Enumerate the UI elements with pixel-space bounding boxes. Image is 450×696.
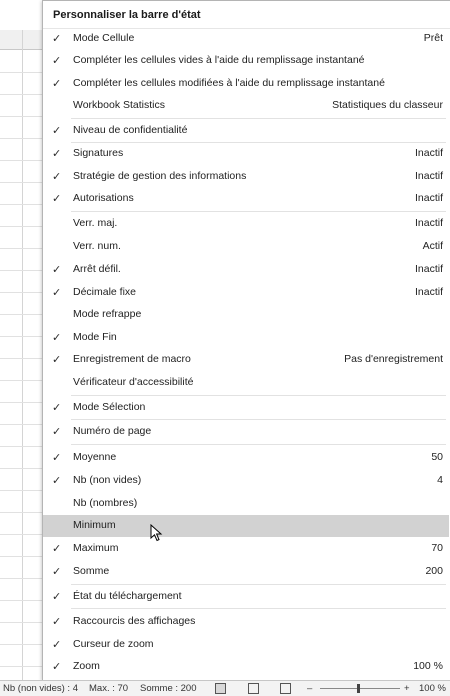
grid-line (0, 622, 44, 623)
menu-item-verificateur-accessibilite[interactable] (43, 372, 449, 394)
menu-item-label: Compléter les cellules vides à l'aide du remplissage instantané (73, 54, 365, 66)
grid-line (0, 490, 44, 491)
menu-item-nb-nombres[interactable] (43, 493, 449, 515)
check-icon: ✓ (52, 661, 62, 673)
menu-divider (71, 118, 446, 119)
menu-item-raccourcis-affichages[interactable] (43, 611, 449, 633)
menu-item-verr-num[interactable] (43, 236, 449, 258)
check-icon: ✓ (52, 78, 62, 90)
menu-item-strategie[interactable] (43, 166, 449, 188)
menu-item-label: Vérificateur d'accessibilité (73, 376, 194, 388)
status-sum: Somme : 200 (140, 683, 197, 694)
menu-item-moyenne[interactable] (43, 447, 449, 469)
check-icon: ✓ (52, 193, 62, 205)
menu-divider (71, 608, 446, 609)
grid-line (22, 30, 23, 680)
menu-item-value: Statistiques du classeur (332, 99, 443, 111)
menu-item-value: 200 (425, 565, 443, 577)
menu-item-zoom[interactable] (43, 656, 449, 678)
grid-line (0, 270, 44, 271)
menu-item-value: Inactif (414, 217, 443, 229)
menu-item-arret-defil[interactable] (43, 259, 449, 281)
status-count: Nb (non vides) : 4 (3, 683, 78, 694)
menu-item-label: Niveau de confidentialité (73, 124, 188, 136)
zoom-in-button[interactable]: + (404, 683, 410, 694)
menu-item-label: État du téléchargement (73, 590, 182, 602)
menu-item-workbook-statistics[interactable] (43, 95, 449, 117)
check-icon: ✓ (52, 543, 62, 555)
menu-divider (71, 211, 446, 212)
grid-line (0, 72, 44, 73)
check-icon: ✓ (52, 639, 62, 651)
grid-line (0, 248, 44, 249)
menu-item-signatures[interactable] (43, 143, 449, 165)
menu-item-mode-cellule[interactable] (43, 28, 449, 50)
menu-title: Personnaliser la barre d'état (53, 9, 201, 21)
grid-line (0, 402, 44, 403)
menu-item-mode-fin[interactable] (43, 327, 449, 349)
menu-item-label: Compléter les cellules modifiées à l'aide du remplissage instantané (73, 77, 385, 89)
check-icon: ✓ (52, 148, 62, 160)
menu-item-label: Décimale fixe (73, 286, 137, 298)
zoom-slider-track[interactable] (320, 688, 400, 689)
check-icon: ✓ (52, 287, 62, 299)
menu-item-label: Nb (nombres) (73, 497, 138, 509)
menu-item-remplissage-modifiees[interactable] (43, 73, 449, 95)
menu-item-label: Arrêt défil. (73, 263, 121, 275)
menu-item-label: Enregistrement de macro (73, 353, 191, 365)
menu-item-value: 100 % (413, 660, 443, 672)
menu-item-label: Workbook Statistics (73, 99, 166, 111)
spreadsheet-grid[interactable] (0, 0, 44, 680)
grid-line (0, 138, 44, 139)
grid-line (0, 94, 44, 95)
menu-item-label: Mode refrappe (73, 308, 142, 320)
menu-item-label: Raccourcis des affichages (73, 615, 196, 627)
status-max: Max. : 70 (89, 683, 129, 694)
check-icon: ✓ (52, 616, 62, 628)
menu-divider (71, 444, 446, 445)
arrow-pointer-icon (150, 524, 164, 542)
menu-divider (71, 584, 446, 585)
menu-item-value: Inactif (414, 192, 443, 204)
check-icon: ✓ (52, 566, 62, 578)
grid-line (0, 534, 44, 535)
menu-item-label: Mode Sélection (73, 401, 146, 413)
grid-line (0, 116, 44, 117)
menu-item-label: Minimum (73, 519, 116, 531)
check-icon: ✓ (52, 33, 62, 45)
menu-item-label: Maximum (73, 542, 119, 554)
check-icon: ✓ (52, 264, 62, 276)
grid-line (0, 292, 44, 293)
menu-divider (71, 395, 446, 396)
grid-line (0, 204, 44, 205)
menu-item-confidentialite[interactable] (43, 120, 449, 142)
menu-item-somme[interactable] (43, 561, 449, 583)
check-icon: ✓ (52, 171, 62, 183)
check-icon: ✓ (52, 332, 62, 344)
zoom-out-button[interactable]: – (307, 683, 313, 694)
grid-line (0, 644, 44, 645)
menu-item-value: Inactif (414, 263, 443, 275)
normal-view-icon[interactable] (215, 683, 226, 694)
menu-item-value: Pas d'enregistrement (344, 353, 443, 365)
menu-item-nb-non-vides[interactable] (43, 470, 449, 492)
menu-item-value: 70 (431, 542, 443, 554)
menu-item-minimum[interactable] (43, 515, 449, 537)
menu-item-maximum[interactable] (43, 538, 449, 560)
menu-divider (71, 419, 446, 420)
menu-item-label: Verr. num. (73, 240, 121, 252)
menu-item-label: Mode Cellule (73, 32, 135, 44)
page-layout-view-icon[interactable] (248, 683, 259, 694)
menu-item-label: Nb (non vides) (73, 474, 142, 486)
status-bar-context-menu (42, 0, 450, 680)
check-icon: ✓ (52, 426, 62, 438)
check-icon: ✓ (52, 125, 62, 137)
menu-item-label: Mode Fin (73, 331, 117, 343)
menu-item-curseur-zoom[interactable] (43, 634, 449, 656)
menu-item-label: Autorisations (73, 192, 134, 204)
menu-item-enregistrement-macro[interactable] (43, 349, 449, 371)
grid-line (0, 336, 44, 337)
grid-line (0, 160, 44, 161)
menu-item-verr-maj[interactable] (43, 213, 449, 235)
menu-item-numero-page[interactable] (43, 421, 449, 443)
menu-item-label: Numéro de page (73, 425, 152, 437)
menu-item-label: Stratégie de gestion des informations (73, 170, 247, 182)
menu-item-etat-telechargement[interactable] (43, 586, 449, 608)
grid-line (0, 468, 44, 469)
menu-item-value: Prêt (423, 32, 443, 44)
menu-item-label: Zoom (73, 660, 100, 672)
grid-line (0, 314, 44, 315)
grid-line (0, 666, 44, 667)
menu-item-value: 50 (431, 451, 443, 463)
check-icon: ✓ (52, 452, 62, 464)
menu-item-remplissage-vides[interactable] (43, 50, 449, 72)
menu-item-value: Inactif (414, 147, 443, 159)
menu-item-label: Curseur de zoom (73, 638, 154, 650)
grid-line (0, 512, 44, 513)
menu-item-value: 4 (437, 474, 443, 486)
menu-item-value: Inactif (414, 286, 443, 298)
grid-line (0, 424, 44, 425)
page-break-view-icon[interactable] (280, 683, 291, 694)
check-icon: ✓ (52, 591, 62, 603)
menu-item-label: Signatures (73, 147, 124, 159)
grid-line (0, 578, 44, 579)
menu-item-value: Actif (422, 240, 443, 252)
zoom-slider-thumb[interactable] (357, 684, 360, 693)
grid-line (0, 556, 44, 557)
zoom-level[interactable]: 100 % (419, 683, 446, 694)
grid-line (0, 600, 44, 601)
check-icon: ✓ (52, 354, 62, 366)
check-icon: ✓ (52, 55, 62, 67)
menu-item-decimale-fixe[interactable] (43, 282, 449, 304)
menu-item-value: Inactif (414, 170, 443, 182)
grid-line (0, 226, 44, 227)
grid-line (0, 182, 44, 183)
status-bar[interactable] (0, 680, 450, 696)
menu-item-mode-selection[interactable] (43, 397, 449, 419)
menu-item-autorisations[interactable] (43, 188, 449, 210)
menu-item-label: Verr. maj. (73, 217, 118, 229)
check-icon: ✓ (52, 402, 62, 414)
grid-line (0, 358, 44, 359)
grid-line (0, 380, 44, 381)
check-icon: ✓ (52, 475, 62, 487)
menu-item-label: Somme (73, 565, 110, 577)
menu-item-mode-refrappe[interactable] (43, 304, 449, 326)
grid-line (0, 446, 44, 447)
menu-item-label: Moyenne (73, 451, 117, 463)
